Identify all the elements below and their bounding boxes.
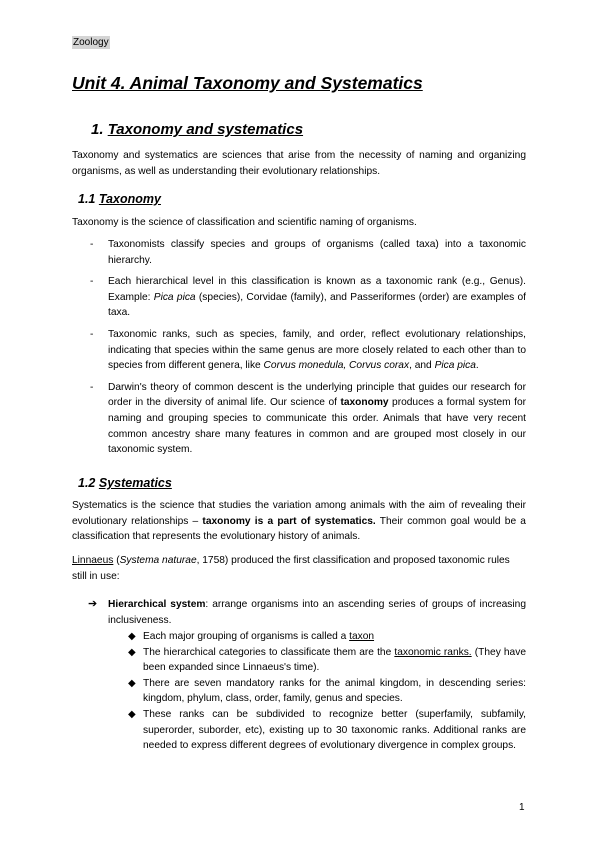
linnaeus-paragraph: Linnaeus (Systema naturae, 1758) produced the first classification and proposed taxonomic rules still in use: [72,555,510,582]
arrow-icon: ➔ [88,598,98,610]
dash-marker: - [90,381,94,393]
hierarchical-system-item: ➔ Hierarchical system: arrange organisms into an ascending series of groups of increasing inclusiveness. [88,598,526,626]
page-header: Zoology [73,37,109,48]
list-item: ◆ These ranks can be subdivided to recognize better (superfamily, subfamily, superorder, suborder, etc), existing up to 30 taxonomic ranks. Additional ranks are needed to express different degrees of evolutionary divergence in complex groups. [128,708,526,752]
list-item: - Taxonomists classify species and groups of organisms (called taxa) into a taxonomic hierarchy. [90,239,526,266]
section-title: Taxonomy and systematics [107,121,304,138]
list-item: ◆ There are seven mandatory ranks for the animal kingdom, in descending series: kingdom, phylum, class, order, family, genus and species. [128,677,526,705]
rank-rules-list [128,629,526,754]
section-1-intro: Taxonomy and systematics are sciences that arise from the necessity of naming and organizing organisms, as well as understanding their evolutionary relationships. [72,150,526,177]
section-number: 1.1 [78,192,96,206]
section-title: Systematics [98,476,172,490]
section-title: Taxonomy [98,192,161,206]
list-item: - Each hierarchical level in this classification is known as a taxonomic rank (e.g., Genus). Example: Pica pica (species), Corvidae (family), and Passeriformes (order) are examples of taxa. [90,276,527,319]
diamond-icon: ◆ [128,677,136,689]
dash-marker: - [90,239,94,250]
diamond-icon: ◆ [128,631,136,642]
taxonomy-bullet-list [88,237,526,464]
section-1-1-heading [78,191,161,208]
dash-marker: - [90,276,94,288]
systematics-paragraph: Systematics is the science that studies the variation among animals with the aim of revealing their evolutionary relationships – taxonomy is a part of systematics. Their common goal would be a classification that represents the evolutionary history of animals. [72,500,526,543]
diamond-icon: ◆ [128,708,136,720]
list-item: ◆ Each major grouping of organisms is called a taxon [128,629,526,645]
page-number: 1 [519,802,525,813]
section-1-heading [91,120,303,140]
page-title: Unit 4. Animal Taxonomy and Systematics [72,73,423,93]
diamond-icon: ◆ [128,646,136,658]
section-1-2-heading [78,475,172,492]
section-number: 1. [91,121,104,138]
list-item: - Taxonomic ranks, such as species, family, and order, reflect evolutionary relationships, indicating that species within the same genus are more closely related to each other than to species from different genera, like Corvus monedula, Corvus corax, and Pica pica. [90,328,526,372]
taxonomy-definition: Taxonomy is the science of classification and scientific naming of organisms. [72,217,417,228]
list-item: ◆ The hierarchical categories to classificate them are the taxonomic ranks. (They have been expanded since Linnaeus's time). [128,646,526,674]
list-item: - Darwin's theory of common descent is the underlying principle that guides our research for order in the diversity of animal life. Our science of taxonomy produces a formal system for naming and grouping species to communicate this order. Animals that have very recent common ancestry share many features in common and are grouped most closely in our taxonomic system. [90,381,527,456]
section-number: 1.2 [78,476,96,490]
dash-marker: - [90,328,94,340]
